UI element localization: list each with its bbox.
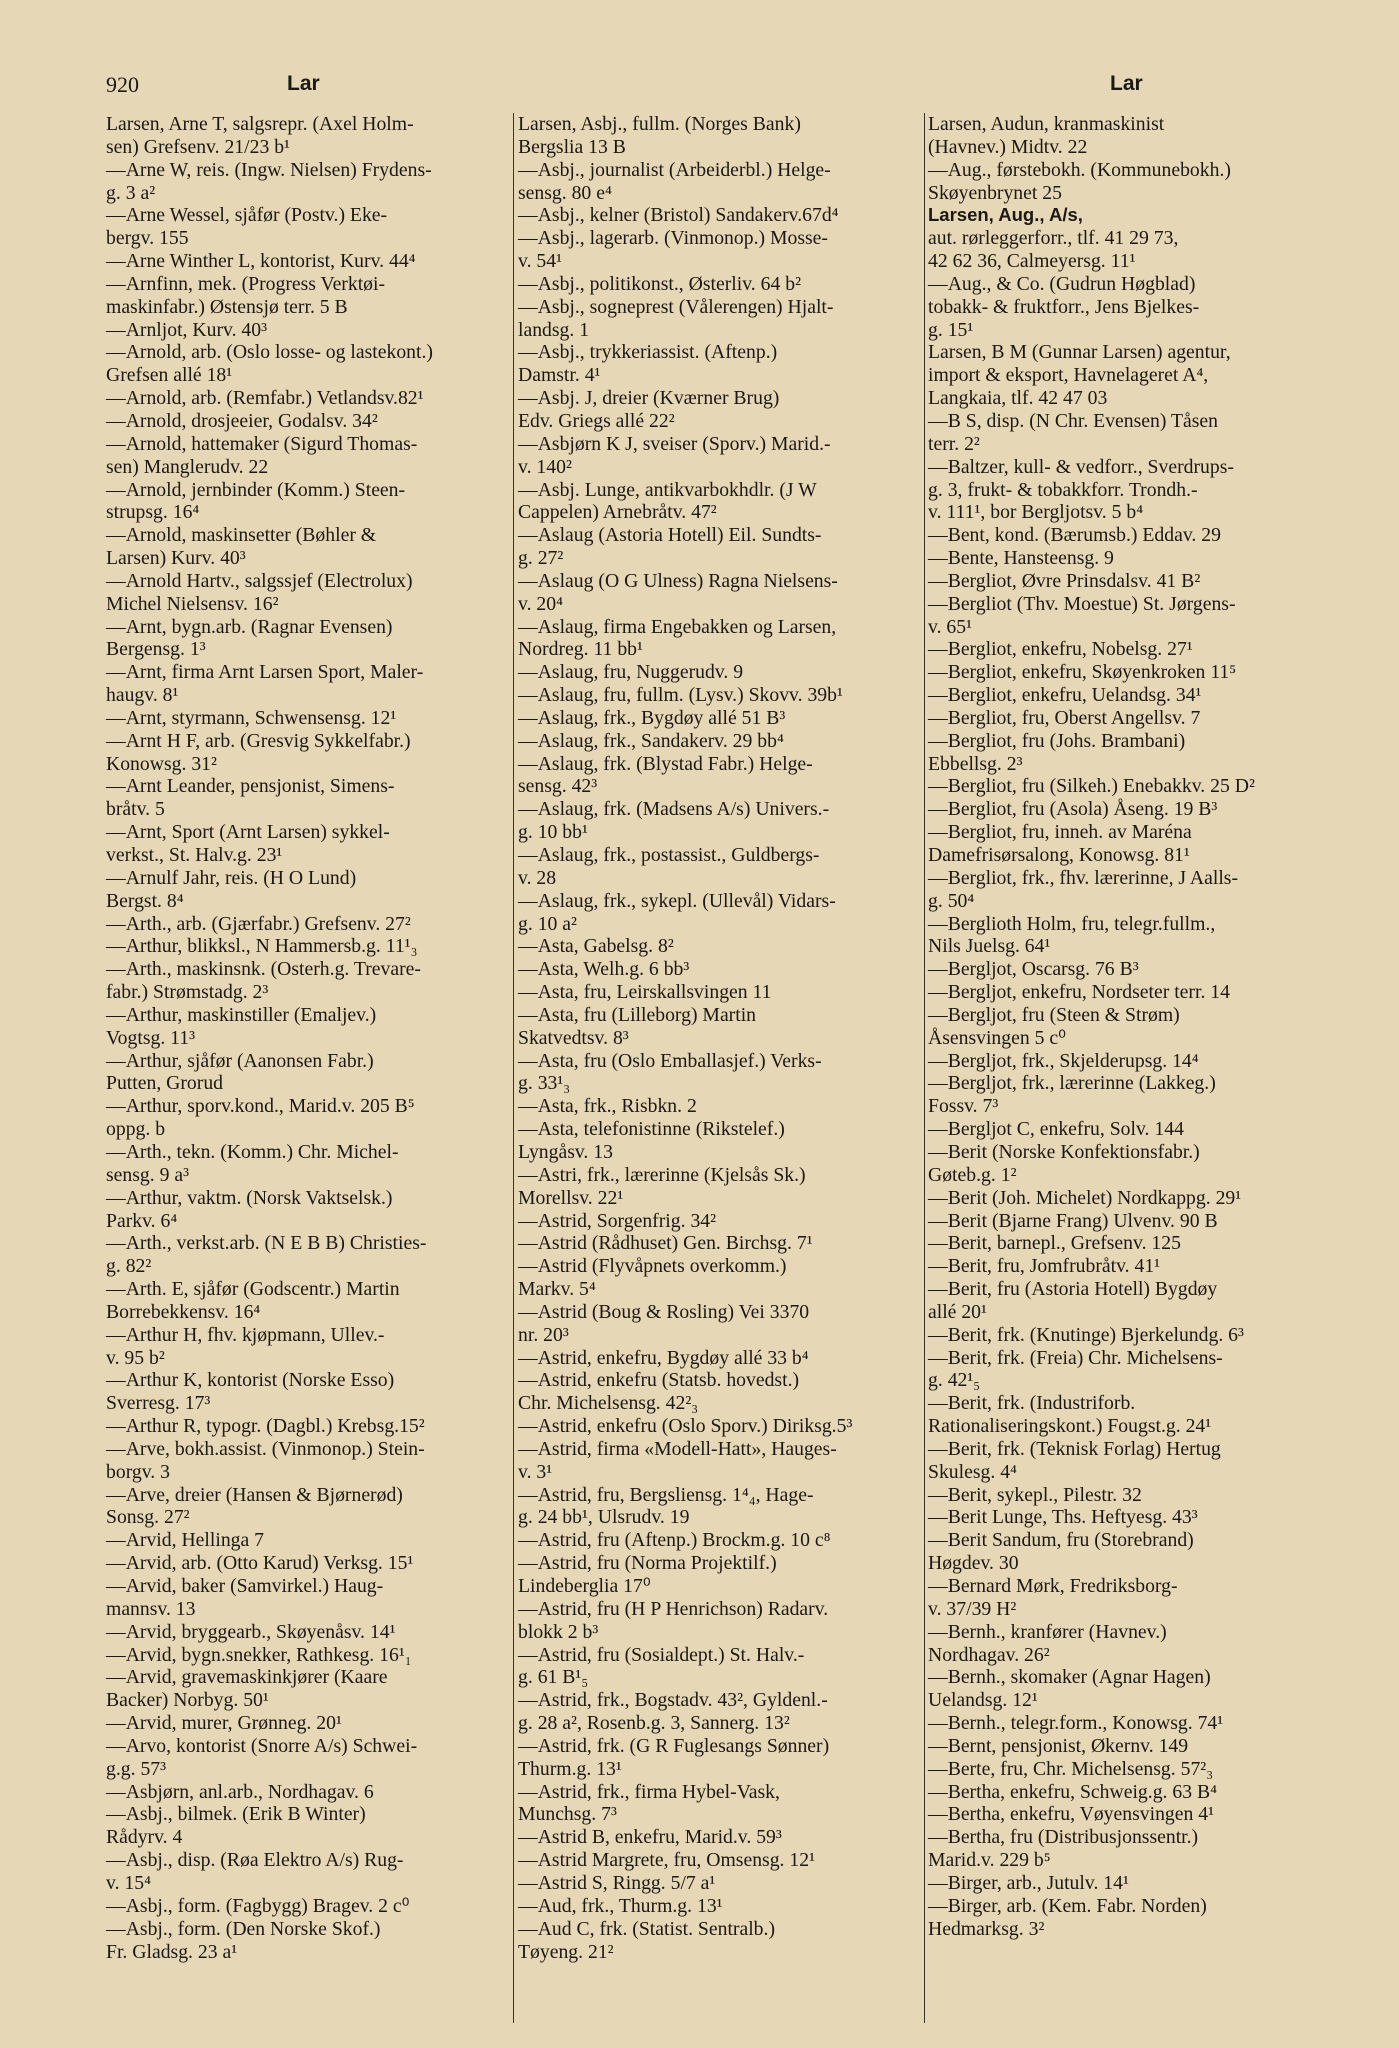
directory-entry-line: —Birger, arb. (Kem. Fabr. Norden) bbox=[928, 1894, 1207, 1917]
directory-entry-line: —Aud C, frk. (Statist. Sentralb.) bbox=[518, 1917, 776, 1940]
directory-entry-line: g. 82² bbox=[106, 1255, 152, 1278]
directory-entry-line: mannsv. 13 bbox=[106, 1597, 196, 1620]
directory-entry-line: —Arvid, murer, Grønneg. 20¹ bbox=[106, 1712, 342, 1735]
directory-entry-line: —Astrid B, enkefru, Marid.v. 59³ bbox=[518, 1826, 782, 1849]
directory-entry-line: —Aslaug, frk. (Madsens A/s) Univers.- bbox=[518, 798, 830, 821]
directory-entry-line: —Aslaug (O G Ulness) Ragna Nielsens- bbox=[518, 569, 838, 592]
directory-entry-line: v. 54¹ bbox=[518, 250, 562, 273]
directory-entry-line: —Berglioth Holm, fru, telegr.fullm., bbox=[928, 912, 1216, 935]
directory-entry-line: —Aslaug, frk., Sandakerv. 29 bb⁴ bbox=[518, 729, 784, 752]
directory-entry-line: —Asbj. J, dreier (Kværner Brug) bbox=[518, 387, 780, 410]
directory-entry-line: —Aslaug, firma Engebakken og Larsen, bbox=[518, 615, 837, 638]
directory-entry-line: —Bergliot (Thv. Moestue) St. Jørgens- bbox=[928, 592, 1236, 615]
directory-entry-line: bråtv. 5 bbox=[106, 798, 165, 821]
directory-entry-line: Larsen, Asbj., fullm. (Norges Bank) bbox=[518, 113, 801, 135]
directory-entry-line: haugv. 8¹ bbox=[106, 684, 179, 707]
directory-entry-line: —Bergliot, fru, inneh. av Maréna bbox=[928, 821, 1192, 844]
directory-entry-line: —Arth., verkst.arb. (N E B B) Christies- bbox=[106, 1232, 427, 1255]
directory-entry-line: —Arthur, blikksl., N Hammersb.g. 11¹₃ bbox=[106, 935, 418, 958]
directory-entry-line: v. 111¹, bor Bergljotsv. 5 b⁴ bbox=[928, 501, 1144, 524]
directory-entry-line: g. 3, frukt- & tobakkforr. Trondh.- bbox=[928, 478, 1198, 501]
directory-entry-line: Damstr. 4¹ bbox=[518, 364, 601, 387]
directory-entry-line: v. 20⁴ bbox=[518, 592, 563, 615]
directory-entry-line: —Arthur, vaktm. (Norsk Vaktselsk.) bbox=[106, 1186, 393, 1209]
directory-entry-line: —Arvid, bryggearb., Skøyenåsv. 14¹ bbox=[106, 1620, 396, 1643]
directory-entry-line: —Astrid, enkefru (Oslo Sporv.) Diriksg.5³ bbox=[518, 1415, 853, 1438]
directory-entry-line: g. 15¹ bbox=[928, 318, 974, 341]
directory-entry-line: —Arnold Hartv., salgssjef (Electrolux) bbox=[106, 569, 413, 592]
directory-entry-line: —Arnljot, Kurv. 40³ bbox=[106, 318, 268, 341]
directory-entry-line: —Astrid, fru (Sosialdept.) St. Halv.- bbox=[518, 1643, 805, 1666]
directory-entry-line: —Bent, kond. (Bærumsb.) Eddav. 29 bbox=[928, 524, 1221, 547]
directory-column-2 bbox=[518, 113, 918, 1963]
directory-entry-line: —Baltzer, kull- & vedforr., Sverdrups- bbox=[928, 455, 1234, 478]
directory-entry-line: —Bergljot, frk., Skjelderupsg. 14⁴ bbox=[928, 1049, 1199, 1072]
directory-entry-line: —Astrid, frk., firma Hybel-Vask, bbox=[518, 1780, 780, 1803]
directory-entry-line: —Bernh., telegr.form., Konowsg. 74¹ bbox=[928, 1712, 1224, 1735]
directory-entry-line: Skulesg. 4⁴ bbox=[928, 1460, 1017, 1483]
directory-entry-line: —Astrid, fru, Bergsliensg. 1⁴₄, Hage- bbox=[518, 1483, 814, 1506]
directory-entry-line: —Aslaug, frk. (Blystad Fabr.) Helge- bbox=[518, 752, 813, 775]
directory-entry-line: —Bergliot, Øvre Prinsdalsv. 41 B² bbox=[928, 569, 1201, 592]
directory-entry-line: v. 95 b² bbox=[106, 1346, 165, 1369]
directory-entry-line: —Arvid, gravemaskinkjører (Kaare bbox=[106, 1666, 388, 1689]
directory-entry-line: —Asbj., trykkeriassist. (Aftenp.) bbox=[518, 341, 778, 364]
directory-entry-line: —Bergliot, enkefru, Nobelsg. 27¹ bbox=[928, 638, 1193, 661]
directory-entry-line: g. 28 a², Rosenb.g. 3, Sannerg. 13² bbox=[518, 1712, 790, 1735]
directory-entry-line: Munchsg. 7³ bbox=[518, 1803, 617, 1826]
directory-entry-line: —Asbj., sogneprest (Vålerengen) Hjalt- bbox=[518, 295, 834, 318]
directory-entry-line: Grefsen allé 18¹ bbox=[106, 364, 233, 387]
directory-entry-line: —Asta, fru (Oslo Emballasjef.) Verks- bbox=[518, 1049, 822, 1072]
directory-entry-line: —Arvid, bygn.snekker, Rathkesg. 16¹₁ bbox=[106, 1643, 412, 1666]
directory-entry-line: v. 37/39 H² bbox=[928, 1597, 1017, 1620]
directory-entry-line: —Asbj., form. (Den Norske Skof.) bbox=[106, 1917, 381, 1940]
directory-entry-line: —Bergliot, fru (Silkeh.) Enebakkv. 25 D² bbox=[928, 775, 1255, 798]
directory-entry-line: Sverresg. 17³ bbox=[106, 1392, 211, 1415]
directory-entry-line: Konowsg. 31² bbox=[106, 752, 217, 775]
directory-entry-line: —Astrid, fru (Aftenp.) Brockm.g. 10 c⁸ bbox=[518, 1529, 831, 1552]
directory-entry-line: —Arnold, maskinsetter (Bøhler & bbox=[106, 524, 377, 547]
directory-entry-line: Borrebekkensv. 16⁴ bbox=[106, 1300, 261, 1323]
directory-entry-line: nr. 20³ bbox=[518, 1323, 569, 1346]
running-head-right: Lar bbox=[1110, 72, 1143, 95]
directory-entry-line: Putten, Grorud bbox=[106, 1072, 224, 1095]
directory-entry-line: Høgdev. 30 bbox=[928, 1552, 1019, 1575]
directory-entry-line: —Birger, arb., Jutulv. 14¹ bbox=[928, 1871, 1129, 1894]
directory-entry-line: Damefrisørsalong, Konowsg. 81¹ bbox=[928, 844, 1190, 866]
directory-entry-line: Langkaia, tlf. 42 47 03 bbox=[928, 387, 1108, 410]
directory-entry-line: —Asbj., disp. (Røa Elektro A/s) Rug- bbox=[106, 1849, 404, 1872]
directory-entry-line: —Arne Wessel, sjåfør (Postv.) Eke- bbox=[106, 204, 388, 227]
directory-entry-line: g.g. 57³ bbox=[106, 1757, 167, 1780]
directory-entry-line: —Aslaug, fru, fullm. (Lysv.) Skovv. 39b¹ bbox=[518, 684, 843, 707]
directory-entry-line: —Arvid, baker (Samvirkel.) Haug- bbox=[106, 1575, 384, 1597]
directory-entry-line: —Astri, frk., lærerinne (Kjelsås Sk.) bbox=[518, 1163, 806, 1186]
directory-entry-line: —Berit, fru (Astoria Hotell) Bygdøy bbox=[928, 1278, 1218, 1301]
directory-entry-line: Michel Nielsensv. 16² bbox=[106, 592, 279, 615]
directory-entry-line: —Arnold, jernbinder (Komm.) Steen- bbox=[106, 478, 406, 501]
directory-entry-line: Skatvedtsv. 8³ bbox=[518, 1026, 629, 1049]
directory-entry-line: —Arthur K, kontorist (Norske Esso) bbox=[106, 1369, 395, 1392]
directory-entry-line: Larsen, Audun, kranmaskinist bbox=[928, 113, 1165, 135]
directory-entry-line: —Astrid, Sorgenfrig. 34² bbox=[518, 1209, 717, 1232]
directory-entry-line: —Arth., tekn. (Komm.) Chr. Michel- bbox=[106, 1140, 399, 1163]
directory-entry-line: Åsensvingen 5 c⁰ bbox=[928, 1026, 1067, 1049]
directory-entry-line: —Bertha, fru (Distribusjonssentr.) bbox=[928, 1826, 1199, 1849]
directory-entry-line: strupsg. 16⁴ bbox=[106, 501, 200, 524]
directory-entry-line: Lindeberglia 17⁰ bbox=[518, 1575, 651, 1597]
running-head-left: Lar bbox=[287, 72, 320, 95]
directory-entry-line: Marid.v. 229 b⁵ bbox=[928, 1849, 1051, 1872]
directory-entry-line: sensg. 80 e⁴ bbox=[518, 181, 612, 204]
directory-entry-line: g. 10 a² bbox=[518, 912, 577, 935]
directory-entry-line: —Arnt H F, arb. (Gresvig Sykkelfabr.) bbox=[106, 729, 411, 752]
directory-entry-line: verkst., St. Halv.g. 23¹ bbox=[106, 844, 283, 866]
directory-entry-line: Backer) Norbyg. 50¹ bbox=[106, 1689, 269, 1712]
directory-entry-line: oppg. b bbox=[106, 1118, 166, 1141]
directory-entry-line: Edv. Griegs allé 22² bbox=[518, 409, 675, 432]
directory-entry-line: v. 65¹ bbox=[928, 615, 972, 638]
directory-entry-line: —Berte, fru, Chr. Michelsensg. 57²₃ bbox=[928, 1757, 1214, 1780]
directory-entry-line: —Berit Sandum, fru (Storebrand) bbox=[928, 1529, 1194, 1552]
directory-entry-line: g. 33¹₃ bbox=[518, 1072, 571, 1095]
directory-entry-line: landsg. 1 bbox=[518, 318, 590, 341]
directory-entry-line: —Berit, fru, Jomfrubråtv. 41¹ bbox=[928, 1255, 1161, 1278]
directory-entry-line: —Asbj., kelner (Bristol) Sandakerv.67d⁴ bbox=[518, 204, 839, 227]
directory-entry-line: —Asbjørn, anl.arb., Nordhagav. 6 bbox=[106, 1780, 374, 1803]
directory-entry-line: —Astrid Margrete, fru, Omsensg. 12¹ bbox=[518, 1849, 815, 1872]
directory-entry-line: sen) Grefsenv. 21/23 b¹ bbox=[106, 135, 290, 158]
directory-entry-line: Fr. Gladsg. 23 a¹ bbox=[106, 1940, 238, 1963]
directory-entry-line: Larsen) Kurv. 40³ bbox=[106, 547, 246, 570]
directory-entry-line: —Asbjørn K J, sveiser (Sporv.) Marid.- bbox=[518, 432, 831, 455]
directory-entry-line: —Berit (Bjarne Frang) Ulvenv. 90 B bbox=[928, 1209, 1218, 1232]
directory-entry-line: —Arnulf Jahr, reis. (H O Lund) bbox=[106, 866, 357, 889]
directory-entry-line: tobakk- & fruktforr., Jens Bjelkes- bbox=[928, 295, 1200, 318]
directory-entry-line: —Arthur, sporv.kond., Marid.v. 205 B⁵ bbox=[106, 1095, 415, 1118]
directory-entry-line: —Arnold, arb. (Remfabr.) Vetlandsv.82¹ bbox=[106, 387, 424, 410]
directory-entry-line: —Astrid (Flyvåpnets overkomm.) bbox=[518, 1255, 787, 1278]
directory-entry-line: —Asta, Gabelsg. 8² bbox=[518, 935, 674, 958]
directory-entry-line: —Asbj. Lunge, antikvarbokhdlr. (J W bbox=[518, 478, 817, 501]
directory-entry-line: blokk 2 b³ bbox=[518, 1620, 599, 1643]
directory-entry-line: g. 10 bb¹ bbox=[518, 821, 588, 844]
directory-entry-line: Bergensg. 1³ bbox=[106, 638, 206, 661]
directory-entry-line: —Asta, frk., Risbkn. 2 bbox=[518, 1095, 697, 1118]
directory-entry-line: —Aslaug, fru, Nuggerudv. 9 bbox=[518, 661, 744, 684]
directory-entry-line: Hedmarksg. 3² bbox=[928, 1917, 1045, 1940]
directory-entry-line: g. 24 bb¹, Ulsrudv. 19 bbox=[518, 1506, 690, 1529]
directory-column-1 bbox=[106, 113, 506, 1963]
directory-entry-line: g. 3 a² bbox=[106, 181, 156, 204]
directory-entry-line: —Bergljot C, enkefru, Solv. 144 bbox=[928, 1118, 1184, 1141]
directory-entry-line: v. 140² bbox=[518, 455, 572, 478]
directory-entry-line: Nils Juelsg. 64¹ bbox=[928, 935, 1051, 958]
directory-entry-line: —Berit Lunge, Ths. Heftyesg. 43³ bbox=[928, 1506, 1198, 1529]
directory-entry-line: g. 50⁴ bbox=[928, 889, 975, 912]
directory-entry-line: —Arve, dreier (Hansen & Bjørnerød) bbox=[106, 1483, 403, 1506]
directory-entry-line: —Arnt, styrmann, Schwensensg. 12¹ bbox=[106, 706, 397, 729]
directory-entry-line: sen) Manglerudv. 22 bbox=[106, 455, 269, 478]
directory-entry-line: —Bente, Hansteensg. 9 bbox=[928, 547, 1114, 570]
directory-entry-line: —Asta, fru (Lilleborg) Martin bbox=[518, 1003, 757, 1026]
directory-entry-line: —Astrid, frk., Bogstadv. 43², Gyldenl.- bbox=[518, 1689, 828, 1712]
directory-entry-line: sensg. 9 a³ bbox=[106, 1163, 189, 1186]
page-header bbox=[0, 72, 1399, 102]
directory-entry-line: —Berit, frk. (Industriforb. bbox=[928, 1392, 1136, 1415]
directory-entry-line: Nordreg. 11 bb¹ bbox=[518, 638, 643, 661]
directory-entry-line: —Aslaug, frk., Bygdøy allé 51 B³ bbox=[518, 706, 786, 729]
directory-entry-line: Ebbellsg. 2³ bbox=[928, 752, 1023, 775]
directory-entry-line: g. 27² bbox=[518, 547, 564, 570]
directory-entry-line: —Berit (Joh. Michelet) Nordkappg. 29¹ bbox=[928, 1186, 1242, 1209]
directory-entry-line: —Berit, barnepl., Grefsenv. 125 bbox=[928, 1232, 1181, 1255]
directory-entry-line: Bergst. 8⁴ bbox=[106, 889, 184, 912]
directory-entry-line: (Havnev.) Midtv. 22 bbox=[928, 135, 1088, 158]
directory-entry-line: Sonsg. 27² bbox=[106, 1506, 190, 1529]
directory-entry-line: —Arnold, arb. (Oslo losse- og lastekont.) bbox=[106, 341, 433, 364]
directory-entry-line: —Arvid, Hellinga 7 bbox=[106, 1529, 265, 1552]
directory-entry-line: —Arve, bokh.assist. (Vinmonop.) Stein- bbox=[106, 1437, 425, 1460]
directory-entry-line: Rådyrv. 4 bbox=[106, 1826, 183, 1849]
directory-entry-line: —Asbj., lagerarb. (Vinmonop.) Mosse- bbox=[518, 227, 828, 250]
directory-entry-line: Vogtsg. 11³ bbox=[106, 1026, 196, 1049]
directory-entry-line: Uelandsg. 12¹ bbox=[928, 1689, 1038, 1712]
directory-entry-line: —Asta, Welh.g. 6 bb³ bbox=[518, 958, 690, 981]
page-number: 920 bbox=[106, 72, 139, 97]
directory-entry-line: Parkv. 6⁴ bbox=[106, 1209, 178, 1232]
directory-entry-line: —Arnt, firma Arnt Larsen Sport, Maler- bbox=[106, 661, 424, 684]
directory-entry-line: —Arthur, maskinstiller (Emaljev.) bbox=[106, 1003, 377, 1026]
directory-entry-line: g. 61 B¹₅ bbox=[518, 1666, 589, 1689]
directory-entry-line: —Arvo, kontorist (Snorre A/s) Schwei- bbox=[106, 1734, 418, 1757]
directory-entry-line: —Bergliot, enkefru, Uelandsg. 34¹ bbox=[928, 684, 1202, 707]
directory-entry-line: Thurm.g. 13¹ bbox=[518, 1757, 622, 1780]
directory-entry-line: —Asta, telefonistinne (Rikstelef.) bbox=[518, 1118, 785, 1141]
directory-entry-line: 42 62 36, Calmeyersg. 11¹ bbox=[928, 250, 1136, 273]
directory-entry-line: Markv. 5⁴ bbox=[518, 1278, 596, 1301]
directory-entry-line: Morellsv. 22¹ bbox=[518, 1186, 624, 1209]
directory-entry-line: —Aug., førstebokh. (Kommunebokh.) bbox=[928, 158, 1231, 181]
directory-entry-line: —B S, disp. (N Chr. Evensen) Tåsen bbox=[928, 409, 1219, 432]
directory-entry-line: Tøyeng. 21² bbox=[518, 1940, 614, 1963]
directory-entry-line: —Aslaug (Astoria Hotell) Eil. Sundts- bbox=[518, 524, 822, 547]
directory-entry-line: —Berit, sykepl., Pilestr. 32 bbox=[928, 1483, 1142, 1506]
directory-entry-line: —Arthur R, typogr. (Dagbl.) Krebsg.15² bbox=[106, 1415, 425, 1438]
directory-entry-line: —Arthur H, fhv. kjøpmann, Ullev.- bbox=[106, 1323, 385, 1346]
directory-entry-line: —Aslaug, frk., sykepl. (Ullevål) Vidars- bbox=[518, 889, 836, 912]
directory-entry-line: —Astrid, fru (H P Henrichson) Radarv. bbox=[518, 1597, 829, 1620]
directory-entry-line: Skøyenbrynet 25 bbox=[928, 181, 1062, 204]
directory-entry-line: —Arnfinn, mek. (Progress Verktøi- bbox=[106, 272, 386, 295]
directory-entry-line: —Arvid, arb. (Otto Karud) Verksg. 15¹ bbox=[106, 1552, 414, 1575]
directory-entry-line: —Bertha, enkefru, Vøyensvingen 4¹ bbox=[928, 1803, 1215, 1826]
directory-entry-line: aut. rørleggerforr., tlf. 41 29 73, bbox=[928, 227, 1179, 250]
directory-entry-line: Larsen, Arne T, salgsrepr. (Axel Holm- bbox=[106, 113, 414, 135]
column-divider bbox=[513, 113, 514, 2023]
directory-entry-line: —Arnt, Sport (Arnt Larsen) sykkel- bbox=[106, 821, 390, 844]
directory-entry-line: —Berit, frk. (Freia) Chr. Michelsens- bbox=[928, 1346, 1223, 1369]
directory-entry-line: —Astrid S, Ringg. 5/7 a¹ bbox=[518, 1871, 716, 1894]
directory-entry-line: —Astrid (Rådhuset) Gen. Birchsg. 7¹ bbox=[518, 1232, 813, 1255]
directory-entry-line: —Bernt, pensjonist, Økernv. 149 bbox=[928, 1734, 1189, 1757]
directory-entry-line: —Astrid (Boug & Rosling) Vei 3370 bbox=[518, 1300, 810, 1323]
directory-entry-line: fabr.) Strømstadg. 2³ bbox=[106, 981, 269, 1004]
directory-entry-line: —Bergljot, enkefru, Nordseter terr. 14 bbox=[928, 981, 1230, 1004]
directory-entry-line: —Asta, fru, Leirskallsvingen 11 bbox=[518, 981, 772, 1004]
directory-entry-line: —Arth., arb. (Gjærfabr.) Grefsenv. 27² bbox=[106, 912, 411, 935]
directory-entry-line: —Bertha, enkefru, Schweig.g. 63 B⁴ bbox=[928, 1780, 1217, 1803]
directory-entry-line: terr. 2² bbox=[928, 432, 980, 455]
directory-entry-line: Larsen, Aug., A/s, bbox=[928, 204, 1083, 226]
directory-entry-line: —Astrid, firma «Modell-Hatt», Hauges- bbox=[518, 1437, 837, 1460]
directory-entry-line: —Aud, frk., Thurm.g. 13¹ bbox=[518, 1894, 723, 1917]
column-divider bbox=[924, 113, 925, 2023]
directory-entry-line: —Asbj., form. (Fagbygg) Bragev. 2 c⁰ bbox=[106, 1894, 410, 1917]
directory-entry-line: Nordhagav. 26² bbox=[928, 1643, 1050, 1666]
directory-entry-line: —Arthur, sjåfør (Aanonsen Fabr.) bbox=[106, 1049, 374, 1072]
directory-entry-line: —Bergljot, frk., lærerinne (Lakkeg.) bbox=[928, 1072, 1216, 1095]
directory-entry-line: —Astrid, fru (Norma Projektilf.) bbox=[518, 1552, 777, 1575]
directory-entry-line: —Bernh., skomaker (Agnar Hagen) bbox=[928, 1666, 1211, 1689]
directory-entry-line: —Arne Winther L, kontorist, Kurv. 44⁴ bbox=[106, 250, 416, 273]
directory-entry-line: —Bernh., kranfører (Havnev.) bbox=[928, 1620, 1167, 1643]
directory-entry-line: —Bergliot, frk., fhv. lærerinne, J Aalls- bbox=[928, 866, 1239, 889]
directory-entry-line: —Asbj., politikonst., Østerliv. 64 b² bbox=[518, 272, 801, 295]
directory-entry-line: —Bergliot, enkefru, Skøyenkroken 11⁵ bbox=[928, 661, 1237, 684]
directory-entry-line: bergv. 155 bbox=[106, 227, 189, 250]
directory-entry-line: —Aug., & Co. (Gudrun Høgblad) bbox=[928, 272, 1196, 295]
directory-entry-line: —Bergliot, fru, Oberst Angellsv. 7 bbox=[928, 706, 1201, 729]
directory-entry-line: —Arnold, drosjeeier, Godalsv. 34² bbox=[106, 409, 378, 432]
directory-entry-line: —Astrid, enkefru, Bygdøy allé 33 b⁴ bbox=[518, 1346, 809, 1369]
directory-entry-line: Fossv. 7³ bbox=[928, 1095, 999, 1118]
directory-entry-line: Larsen, B M (Gunnar Larsen) agentur, bbox=[928, 341, 1231, 364]
directory-entry-line: Bergslia 13 B bbox=[518, 135, 626, 158]
directory-entry-line: Rationaliseringskont.) Fougst.g. 24¹ bbox=[928, 1415, 1212, 1438]
directory-entry-line: Chr. Michelsensg. 42²₃ bbox=[518, 1392, 699, 1415]
directory-entry-line: —Astrid, frk. (G R Fuglesangs Sønner) bbox=[518, 1734, 830, 1757]
directory-entry-line: v. 28 bbox=[518, 866, 557, 889]
directory-entry-line: —Berit, frk. (Knutinge) Bjerkelundg. 6³ bbox=[928, 1323, 1244, 1346]
directory-entry-line: —Arne W, reis. (Ingw. Nielsen) Frydens- bbox=[106, 158, 432, 181]
directory-entry-line: —Aslaug, frk., postassist., Guldbergs- bbox=[518, 844, 820, 866]
directory-entry-line: —Asbj., journalist (Arbeiderbl.) Helge- bbox=[518, 158, 831, 181]
directory-entry-line: —Arnold, hattemaker (Sigurd Thomas- bbox=[106, 432, 418, 455]
directory-entry-line: —Arnt, bygn.arb. (Ragnar Evensen) bbox=[106, 615, 393, 638]
directory-column-3 bbox=[928, 113, 1343, 1941]
directory-entry-line: —Bergliot, fru (Asola) Åseng. 19 B³ bbox=[928, 798, 1218, 821]
directory-entry-line: sensg. 42³ bbox=[518, 775, 598, 798]
directory-entry-line: Cappelen) Arnebråtv. 47² bbox=[518, 501, 717, 524]
directory-entry-line: maskinfabr.) Østensjø terr. 5 B bbox=[106, 295, 348, 318]
directory-entry-line: —Arth., maskinsnk. (Osterh.g. Trevare- bbox=[106, 958, 421, 981]
directory-entry-line: —Arth. E, sjåfør (Godscentr.) Martin bbox=[106, 1278, 400, 1301]
directory-entry-line: —Berit, frk. (Teknisk Forlag) Hertug bbox=[928, 1437, 1221, 1460]
directory-entry-line: —Berit (Norske Konfektionsfabr.) bbox=[928, 1140, 1200, 1163]
directory-entry-line: —Arnt Leander, pensjonist, Simens- bbox=[106, 775, 395, 798]
directory-entry-line: borgv. 3 bbox=[106, 1460, 170, 1483]
directory-entry-line: import & eksport, Havnelageret A⁴, bbox=[928, 364, 1209, 387]
directory-entry-line: —Bergljot, fru (Steen & Strøm) bbox=[928, 1003, 1180, 1026]
directory-entry-line: v. 3¹ bbox=[518, 1460, 553, 1483]
directory-entry-line: v. 15⁴ bbox=[106, 1871, 151, 1894]
directory-entry-line: allé 20¹ bbox=[928, 1300, 987, 1323]
directory-entry-line: —Bergljot, Oscarsg. 76 B³ bbox=[928, 958, 1139, 981]
directory-entry-line: Gøteb.g. 1² bbox=[928, 1163, 1017, 1186]
directory-entry-line: g. 42¹₅ bbox=[928, 1369, 981, 1392]
directory-entry-line: —Astrid, enkefru (Statsb. hovedst.) bbox=[518, 1369, 800, 1392]
directory-entry-line: Lyngåsv. 13 bbox=[518, 1140, 613, 1163]
directory-entry-line: —Bernard Mørk, Fredriksborg- bbox=[928, 1575, 1178, 1597]
directory-entry-line: —Bergliot, fru (Johs. Brambani) bbox=[928, 729, 1186, 752]
directory-entry-line: —Asbj., bilmek. (Erik B Winter) bbox=[106, 1803, 366, 1826]
